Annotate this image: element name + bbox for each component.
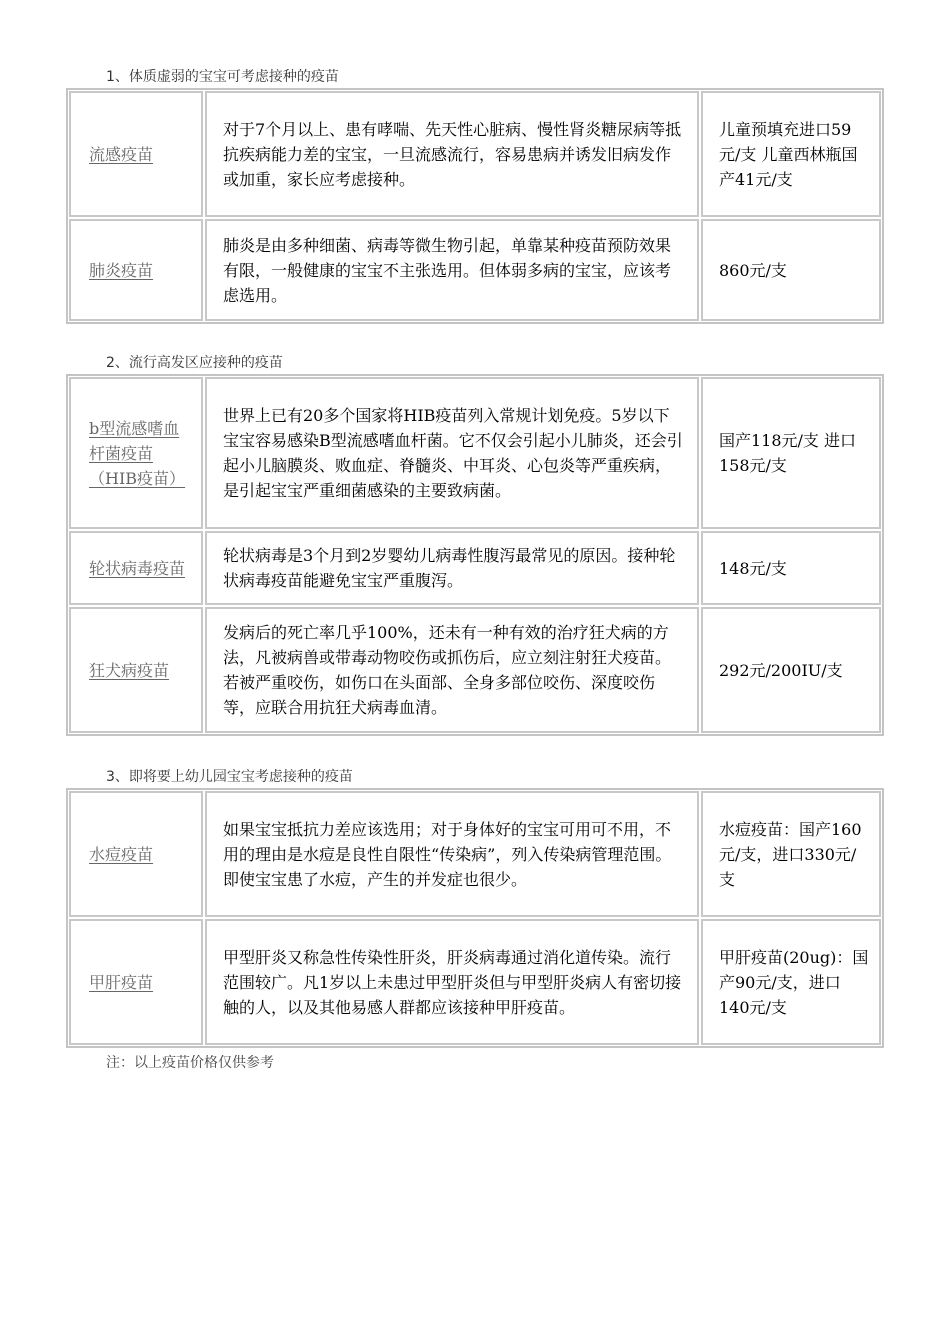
- vaccine-link-rotavirus[interactable]: 轮状病毒疫苗: [89, 558, 186, 578]
- vaccine-price-cell: 儿童预填充进口59元/支 儿童西林瓶国产41元/支: [701, 91, 881, 217]
- vaccine-desc-cell: 肺炎是由多种细菌、病毒等微生物引起，单靠某种疫苗预防效果有限，一般健康的宝宝不主张选用。但体弱多病的宝宝，应该考虑选用。: [205, 219, 699, 321]
- vaccine-price-cell: 860元/支: [701, 219, 881, 321]
- vaccine-price-cell: 国产118元/支 进口158元/支: [701, 377, 881, 529]
- vaccine-desc-cell: 甲型肝炎又称急性传染性肝炎，肝炎病毒通过消化道传染。流行范围较广。凡1岁以上未患过甲型肝炎但与甲型肝炎病人有密切接触的人，以及其他易感人群都应该接种甲肝疫苗。: [205, 919, 699, 1045]
- vaccine-table-1: [66, 88, 884, 324]
- vaccine-name-cell: [69, 377, 203, 529]
- table-row: [69, 91, 881, 217]
- vaccine-price-cell: 292元/200IU/支: [701, 607, 881, 733]
- vaccine-price-cell: 水痘疫苗：国产160元/支，进口330元/支: [701, 791, 881, 917]
- section-title-3: 3、即将要上幼儿园宝宝考虑接种的疫苗: [106, 769, 353, 785]
- vaccine-name-cell: [69, 607, 203, 733]
- vaccine-desc-cell: 如果宝宝抵抗力差应该选用；对于身体好的宝宝可用可不用，不用的理由是水痘是良性自限性“传染病”，列入传染病管理范围。即使宝宝患了水痘，产生的并发症也很少。: [205, 791, 699, 917]
- section-title-1: 1、体质虚弱的宝宝可考虑接种的疫苗: [106, 69, 339, 85]
- vaccine-link-pneumonia[interactable]: 肺炎疫苗: [89, 260, 154, 280]
- section-title-2: 2、流行高发区应接种的疫苗: [106, 355, 283, 371]
- table-row: [69, 377, 881, 529]
- vaccine-name-cell: [69, 91, 203, 217]
- table-row: [69, 219, 881, 321]
- vaccine-desc-cell: 发病后的死亡率几乎100%，还未有一种有效的治疗狂犬病的方法，凡被病兽或带毒动物咬伤或抓伤后，应立刻注射狂犬疫苗。若被严重咬伤，如伤口在头面部、全身多部位咬伤、深度咬伤等，应联合用抗狂犬病毒血清。: [205, 607, 699, 733]
- vaccine-table-3: [66, 788, 884, 1048]
- table-row: [69, 791, 881, 917]
- table-row: [69, 607, 881, 733]
- vaccine-name-cell: [69, 219, 203, 321]
- vaccine-name-cell: [69, 531, 203, 605]
- vaccine-price-cell: 148元/支: [701, 531, 881, 605]
- vaccine-desc-cell: 对于7个月以上、患有哮喘、先天性心脏病、慢性肾炎糖尿病等抵抗疾病能力差的宝宝，一旦流感流行，容易患病并诱发旧病发作或加重，家长应考虑接种。: [205, 91, 699, 217]
- price-note: 注：以上疫苗价格仅供参考: [106, 1055, 274, 1071]
- vaccine-link-flu[interactable]: 流感疫苗: [89, 144, 154, 164]
- vaccine-name-cell: [69, 919, 203, 1045]
- vaccine-link-hib[interactable]: b型流感嗜血杆菌疫苗（HIB疫苗）: [89, 418, 186, 488]
- table-row: [69, 531, 881, 605]
- vaccine-name-cell: [69, 791, 203, 917]
- vaccine-desc-cell: 轮状病毒是3个月到2岁婴幼儿病毒性腹泻最常见的原因。接种轮状病毒疫苗能避免宝宝严重腹泻。: [205, 531, 699, 605]
- vaccine-price-cell: 甲肝疫苗(20ug)：国产90元/支，进口140元/支: [701, 919, 881, 1045]
- vaccine-link-rabies[interactable]: 狂犬病疫苗: [89, 660, 170, 680]
- vaccine-desc-cell: 世界上已有20多个国家将HIB疫苗列入常规计划免疫。5岁以下宝宝容易感染B型流感嗜血杆菌。它不仅会引起小儿肺炎，还会引起小儿脑膜炎、败血症、脊髓炎、中耳炎、心包炎等严重疾病，是引起宝宝严重细菌感染的主要致病菌。: [205, 377, 699, 529]
- vaccine-link-hepatitis-a[interactable]: 甲肝疫苗: [89, 972, 154, 992]
- vaccine-table-2: [66, 374, 884, 736]
- vaccine-link-varicella[interactable]: 水痘疫苗: [89, 844, 154, 864]
- table-row: [69, 919, 881, 1045]
